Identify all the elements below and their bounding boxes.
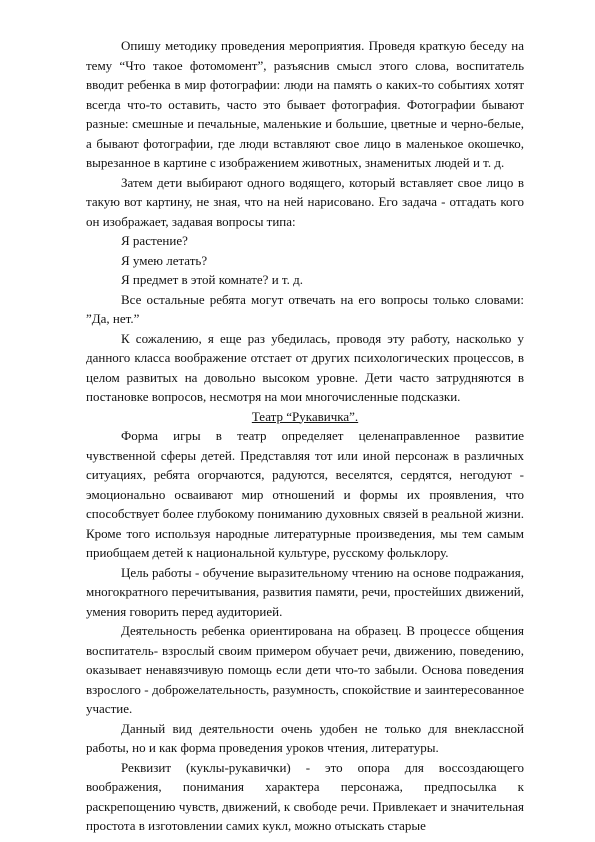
- paragraph-props: Реквизит (куклы-рукавички) - это опора для воссоздающего воображения, понимания характера персонажа, предпосылка к раскрепощению чувств, движений, к свободе речи. Привлекает и значительная простота в изготовлении самих кукл, можно отыскать старые: [86, 759, 524, 833]
- question-example-3: Я предмет в этой комнате? и т. д.: [121, 272, 303, 287]
- paragraph-activity: Деятельность ребенка ориентирована на образец. В процессе общения воспитатель- взрослый своим примером обучает речи, движению, поведению, оказывает ненавязчивую помощь если дети что-то забыли. Основа поведения взрослого - доброжелательность, разумность, спокойствие и заинтересованное участие.: [86, 623, 524, 716]
- paragraph-answers: Все остальные ребята могут отвечать на его вопросы только словами: ”Да, нет.”: [86, 291, 524, 326]
- paragraph-usage: Данный вид деятельности очень удобен не только для внеклассной работы, но и как форма проведения уроков чтения, литературы.: [86, 720, 524, 755]
- section-heading: Театр “Рукавичка”.: [251, 408, 359, 424]
- paragraph-observation: К сожалению, я еще раз убедилась, проводя эту работу, насколько у данного класса воображение отстает от других психологических процессов, в целом развитых на довольно высоком уровне. Дети часто затрудняются в постановке вопросов, несмотря на мои многочисленные подсказки.: [86, 330, 524, 404]
- paragraph-goal: Цель работы - обучение выразительному чтению на основе подражания, многократного перечитывания, развития памяти, речи, простейших движений, умения говорить перед аудиторией.: [86, 564, 524, 619]
- paragraph-methodology: Опишу методику проведения мероприятия. Проведя краткую беседу на тему “Что такое фотомомент”, разъяснив смысл этого слова, воспитатель вводит ребенка в мир фотографии: люди на память о каких-то событиях хотят всегда что-то оставить, часто это бывает фотография. Фотографии бывают разные: смешные и печальные, маленькие и большие, цветные и черно-белые, а бывают фотографии, где люди вставляют свое лицо в маленькое окошечко, вырезанное в картине с изображением животных, знаменитых людей и т. д.: [86, 38, 524, 170]
- paragraph-game-rules: Затем дети выбирают одного водящего, который вставляет свое лицо в такую вот картину, не зная, что на ней нарисовано. Его задача - отгадать кого он изображает, задавая вопросы типа:: [86, 174, 524, 229]
- paragraph-theatre-form: Форма игры в театр определяет целенаправленное развитие чувственной сферы детей. Представляя тот или иной персонаж в различных ситуациях, ребята огорчаются, радуются, веселятся, сердятся, негодуют - эмоционально осваивают мир отношений и формы их проявления, что способствует более глубокому пониманию духовных связей в реальной жизни. Кроме того используя народные литературные произведения, мы тем самым приобщаем детей к национальной культуре, русскому фольклору.: [86, 428, 524, 560]
- document-body: [86, 36, 524, 836]
- question-example-2: Я умею летать?: [121, 252, 208, 268]
- question-example-1: Я растение?: [121, 233, 188, 248]
